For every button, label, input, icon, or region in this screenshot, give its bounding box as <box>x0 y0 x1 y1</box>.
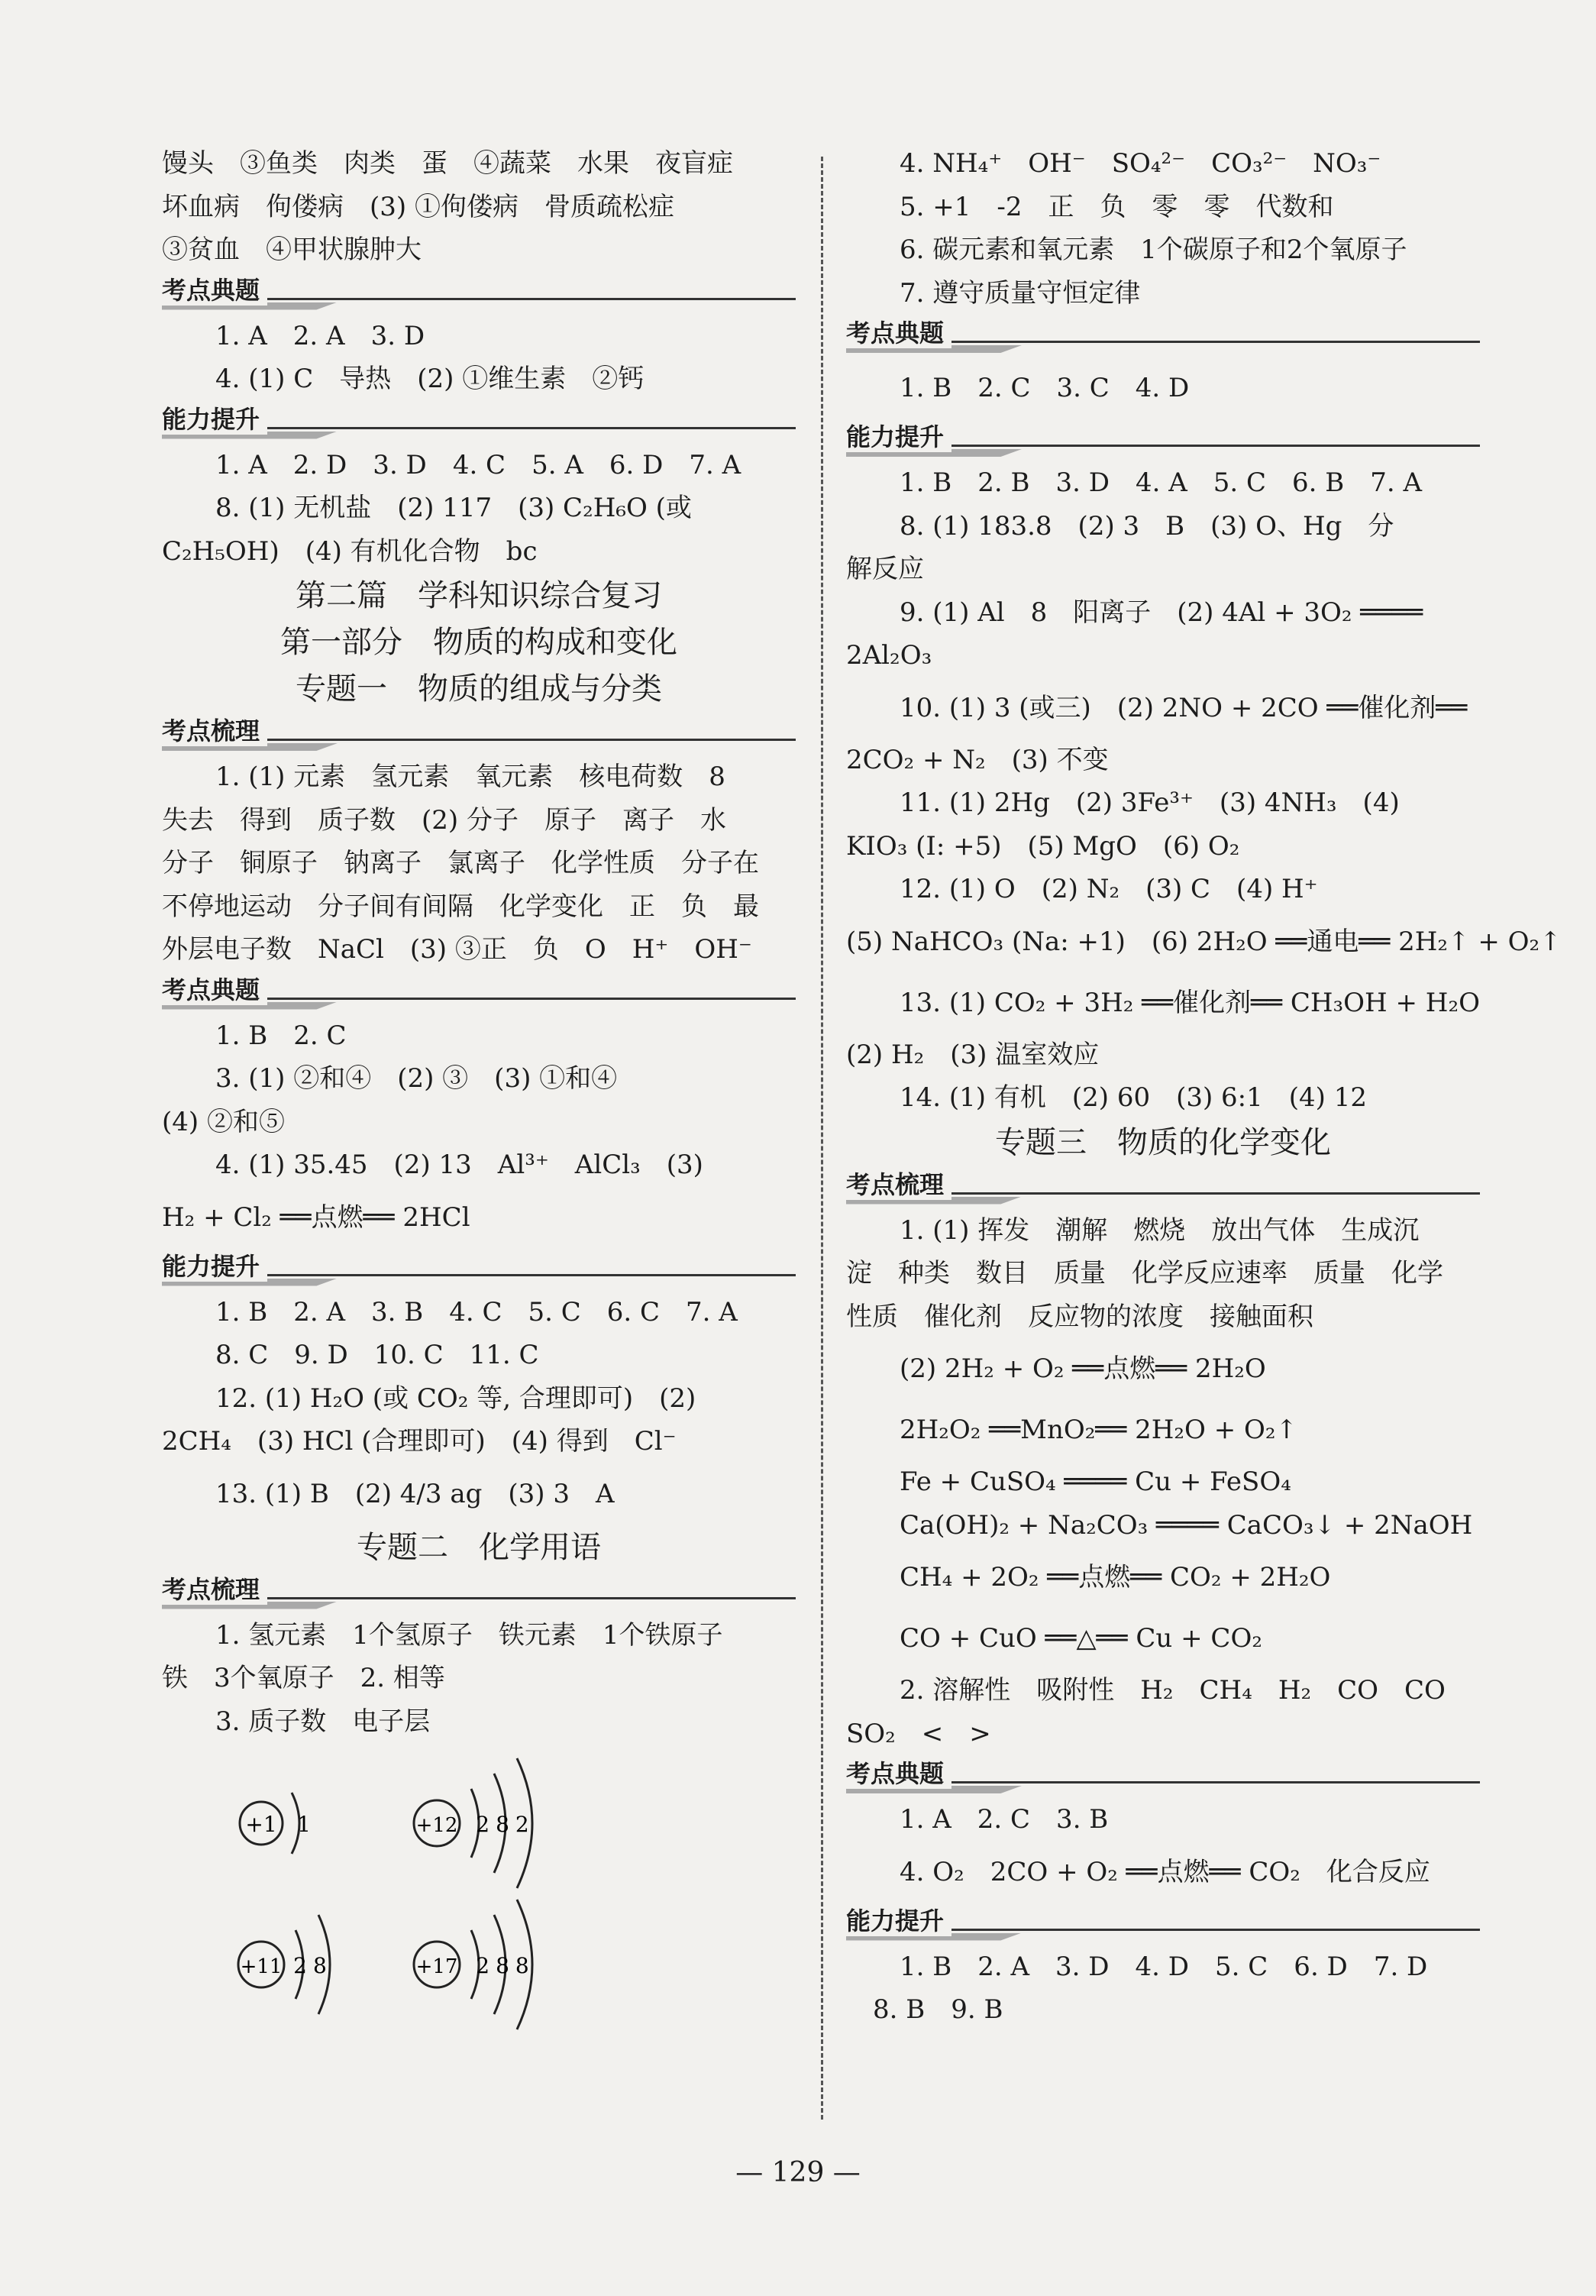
answer-line: 坏血病 佝偻病 (3) ①佝偻病 骨质疏松症 <box>162 191 674 222</box>
answer-line: 12. (1) H₂O (或 CO₂ 等, 合理即可) (2) <box>215 1382 696 1414</box>
section-header <box>846 1755 1480 1798</box>
equation-line: (2) 2H₂ + O₂ ══点燃══ 2H₂O <box>900 1353 1266 1384</box>
answer-line: SO₂ < > <box>846 1718 991 1749</box>
section-label: 考点典题 <box>846 1758 951 1789</box>
answer-line: 6. 碳元素和氧元素 1个碳原子和2个氧原子 <box>900 234 1407 265</box>
left-intro <box>162 142 796 272</box>
answer-line: (2) H₂ (3) 温室效应 <box>846 1039 1100 1070</box>
section-header <box>162 972 796 1014</box>
answer-line: 8. C 9. D 10. C 11. C <box>215 1340 539 1370</box>
section-header <box>846 1903 1480 1945</box>
answer-line: 2Al₂O₃ <box>846 640 932 671</box>
equation-line: 4. O₂ 2CO + O₂ ══点燃══ CO₂ 化合反应 <box>900 1856 1430 1887</box>
nucleus-label: +11 <box>240 1955 283 1978</box>
section-label: 能力提升 <box>846 422 951 452</box>
answer-line: 2CO₂ + N₂ (3) 不变 <box>846 744 1109 775</box>
atom-diagram-chlorine <box>406 1880 590 2033</box>
equation-line: CH₄ + 2O₂ ══点燃══ CO₂ + 2H₂O <box>900 1562 1331 1593</box>
answer-line: 1. B 2. B 3. D 4. A 5. C 6. B 7. A <box>900 467 1423 498</box>
section-header <box>846 419 1480 461</box>
atom-diagram-sodium <box>231 1888 383 2033</box>
answer-line: 2. 溶解性 吸附性 H₂ CH₄ H₂ CO CO <box>900 1675 1446 1706</box>
answer-line: 馒头 ③鱼类 肉类 蛋 ④蔬菜 水果 夜盲症 <box>162 148 733 179</box>
answer-line: 7. 遵守质量守恒定律 <box>900 277 1141 309</box>
page-number: — 129 — <box>735 2157 861 2188</box>
answer-line: 14. (1) 有机 (2) 60 (3) 6:1 (4) 12 <box>900 1082 1367 1113</box>
answer-line: 1. A 2. D 3. D 4. C 5. A 6. D 7. A <box>215 449 741 480</box>
section-label: 能力提升 <box>846 1906 951 1936</box>
section-header <box>846 1166 1480 1209</box>
answer-line: 不停地运动 分子间有间隔 化学变化 正 负 最 <box>162 891 759 922</box>
answer-line: 3. (1) ②和④ (2) ③ (3) ①和④ <box>215 1063 618 1094</box>
answer-line: 4. (1) 35.45 (2) 13 Al³⁺ AlCl₃ (3) <box>215 1150 703 1180</box>
nucleus-label: +12 <box>415 1814 458 1837</box>
section-label: 考点梳理 <box>162 1574 267 1605</box>
answer-line: 1. B 2. C 3. C 4. D <box>900 373 1190 403</box>
section-label: 能力提升 <box>162 404 267 435</box>
answer-line: 失去 得到 质子数 (2) 分子 原子 离子 水 <box>162 804 726 836</box>
answer-line: KIO₃ (I: +5) (5) MgO (6) O₂ <box>846 830 1240 862</box>
right-column <box>846 142 1562 2032</box>
answer-line: 1. B 2. C <box>215 1020 347 1051</box>
answer-line: C₂H₅OH) (4) 有机化合物 bc <box>162 535 538 567</box>
answer-line: 1. A 2. A 3. D <box>215 320 425 351</box>
equation-line: Fe + CuSO₄ ════ Cu + FeSO₄ <box>900 1467 1291 1497</box>
section-header <box>846 315 1480 357</box>
answer-line: 13. (1) B (2) 4/3 ag (3) 3 A <box>215 1478 615 1509</box>
topic-title: 专题三 物质的化学变化 <box>995 1124 1331 1160</box>
section-label: 能力提升 <box>162 1251 267 1282</box>
atom-diagram-magnesium <box>406 1743 590 1888</box>
answer-line: 1. B 2. A 3. B 4. C 5. C 6. C 7. A <box>215 1296 738 1327</box>
answer-line: ③贫血 ④甲状腺肿大 <box>162 234 422 265</box>
left-column <box>162 142 796 2041</box>
electron-label: 282 <box>476 1812 535 1837</box>
nucleus-label: +17 <box>415 1955 458 1978</box>
electron-label: 28 <box>293 1953 333 1978</box>
topic-title: 专题二 化学用语 <box>357 1529 601 1565</box>
equation-line: Ca(OH)₂ + Na₂CO₃ ════ CaCO₃↓ + 2NaOH <box>900 1509 1473 1541</box>
answer-line: 外层电子数 NaCl (3) ③正 负 O H⁺ OH⁻ <box>162 934 752 965</box>
equation-line: 10. (1) 3 (或三) (2) 2NO + 2CO ══催化剂══ <box>900 692 1468 723</box>
equation-line: (5) NaHCO₃ (Na: +1) (6) 2H₂O ══通电══ 2H₂↑ + O₂↑ <box>846 926 1562 957</box>
answer-line: 4. (1) C 导热 (2) ①维生素 ②钙 <box>215 364 645 394</box>
answer-line: 1. (1) 挥发 潮解 燃烧 放出气体 生成沉 <box>900 1214 1420 1246</box>
answer-line: 1. (1) 元素 氢元素 氧元素 核电荷数 8 <box>215 762 725 792</box>
answer-line: 铁 3个氧原子 2. 相等 <box>162 1663 445 1693</box>
answer-line: 3. 质子数 电子层 <box>215 1706 431 1737</box>
answer-line: 4. NH₄⁺ OH⁻ SO₄²⁻ CO₃²⁻ NO₃⁻ <box>900 148 1381 179</box>
equation-line: CO + CuO ══△══ Cu + CO₂ <box>900 1623 1262 1654</box>
equation-line: H₂ + Cl₂ ══点燃══ 2HCl <box>162 1201 470 1233</box>
answer-line: 淀 种类 数目 质量 化学反应速率 质量 化学 <box>846 1258 1443 1289</box>
column-divider <box>821 157 823 2120</box>
section-header <box>162 401 796 444</box>
section-label: 考点典题 <box>162 975 267 1005</box>
section-header <box>162 1248 796 1291</box>
answer-line: (4) ②和⑤ <box>162 1106 285 1137</box>
answer-line: 分子 铜原子 钠离子 氯离子 化学性质 分子在 <box>162 848 759 878</box>
section-label: 考点典题 <box>162 275 267 306</box>
equation-line: 2H₂O₂ ══MnO₂══ 2H₂O + O₂↑ <box>900 1415 1298 1445</box>
answer-line: 9. (1) Al 8 阳离子 (2) 4Al + 3O₂ ════ <box>900 597 1423 628</box>
answer-line: 1. B 2. A 3. D 4. D 5. C 6. D 7. D <box>900 1951 1428 1982</box>
answer-line: 8. (1) 无机盐 (2) 117 (3) C₂H₆O (或 <box>215 493 692 523</box>
atom-diagram-hydrogen <box>231 1766 338 1880</box>
topic-title: 专题一 物质的组成与分类 <box>296 671 662 707</box>
answer-line: 12. (1) O (2) N₂ (3) C (4) H⁺ <box>900 874 1318 904</box>
answer-line: 8. (1) 183.8 (2) 3 B (3) O、Hg 分 <box>900 510 1394 542</box>
section-header <box>162 272 796 315</box>
answer-line: 11. (1) 2Hg (2) 3Fe³⁺ (3) 4NH₃ (4) <box>900 787 1400 818</box>
section-header <box>162 713 796 755</box>
answer-line: 8. B 9. B <box>873 1994 1003 2025</box>
part-title: 第二篇 学科知识综合复习 <box>296 578 662 613</box>
answer-line: 1. 氢元素 1个氢原子 铁元素 1个铁原子 <box>215 1619 723 1651</box>
section-label: 考点梳理 <box>162 716 267 746</box>
answer-line: 5. +1 -2 正 负 零 零 代数和 <box>900 191 1334 222</box>
section-label: 考点典题 <box>846 318 951 348</box>
equation-line: 13. (1) CO₂ + 3H₂ ══催化剂══ CH₃OH + H₂O <box>900 987 1480 1018</box>
section-label: 考点梳理 <box>846 1169 951 1200</box>
answer-line: 性质 催化剂 反应物的浓度 接触面积 <box>846 1301 1313 1332</box>
section-title: 第一部分 物质的构成和变化 <box>280 625 677 660</box>
answer-line: 解反应 <box>846 554 924 584</box>
electron-label: 1 <box>297 1812 311 1837</box>
electron-label: 288 <box>476 1953 535 1978</box>
atom-structure-diagrams <box>162 1743 796 2041</box>
section-header <box>162 1571 796 1614</box>
nucleus-label: +1 <box>245 1812 277 1837</box>
answer-line: 1. A 2. C 3. B <box>900 1804 1109 1835</box>
answer-line: 2CH₄ (3) HCl (合理即可) (4) 得到 Cl⁻ <box>162 1426 677 1457</box>
